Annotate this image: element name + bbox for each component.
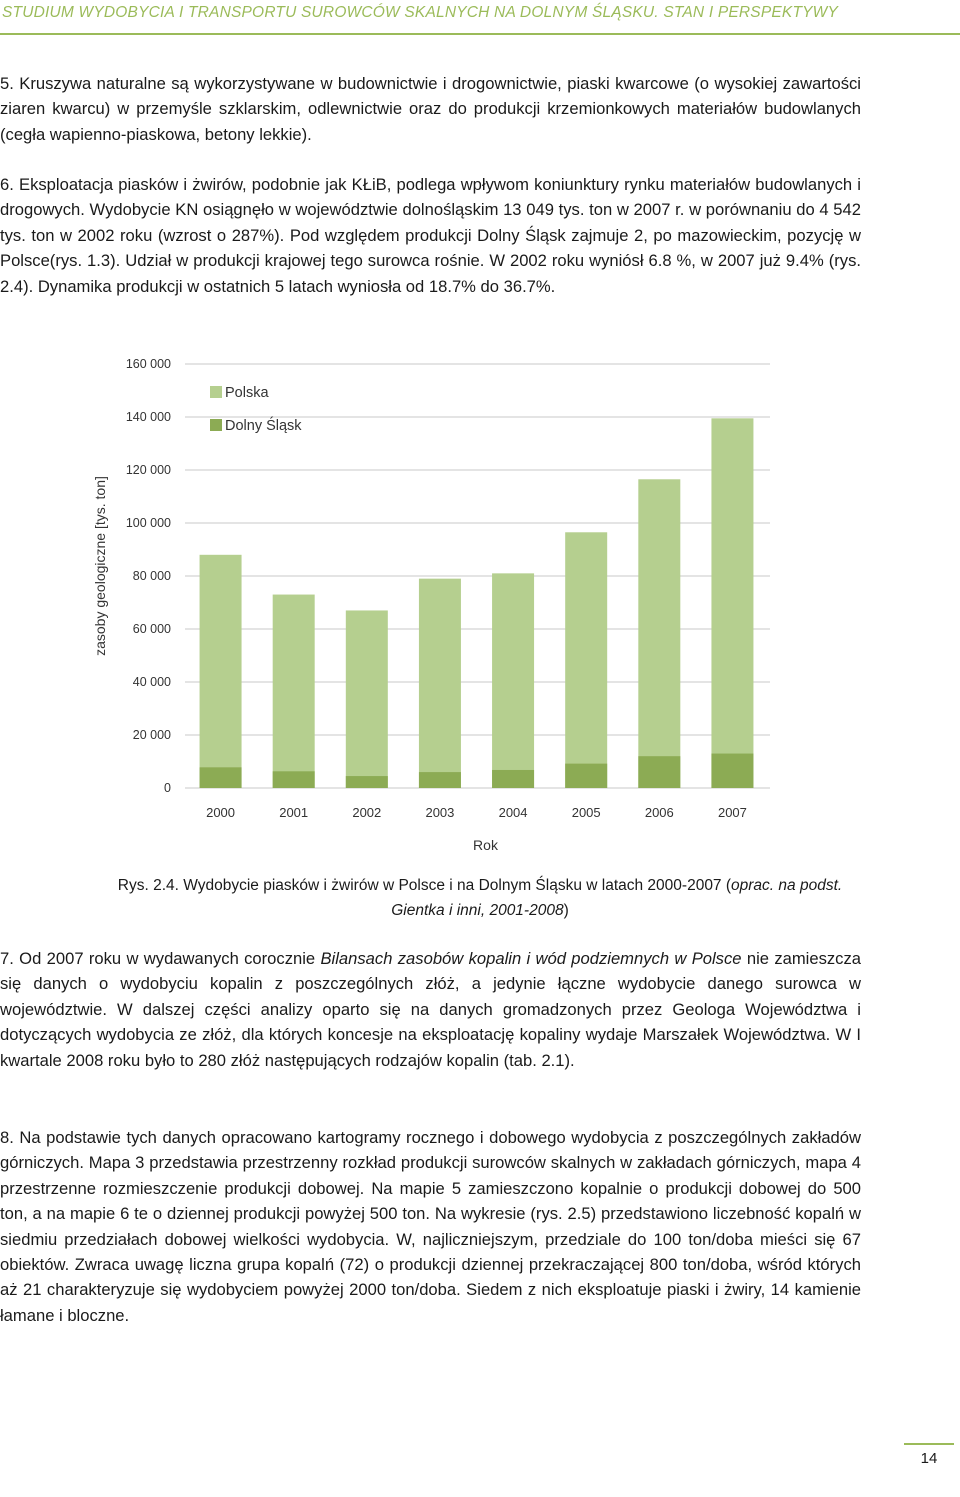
y-tick-label: 120 000 (125, 463, 171, 477)
legend-label: Dolny Śląsk (225, 418, 302, 434)
x-tick-label: 2001 (279, 805, 309, 820)
x-tick-label: 2002 (352, 805, 382, 820)
y-tick-label: 0 (164, 781, 171, 795)
bar-polska (711, 418, 753, 788)
page-number: 14 (920, 1450, 938, 1467)
x-tick-label: 2005 (571, 805, 601, 820)
bar-chart (90, 350, 780, 860)
header-divider (0, 33, 960, 35)
paragraph-8: 8. Na podstawie tych danych opracowano kartogramy rocznego i dobowego wydobycia z poszczególnych zakładów górniczych. Mapa 3 przedstawia przestrzenny rozkład produkcji surowców skalnych w zakładach górniczych, mapa 4 przestrzenne rozmieszczenie produkcji dobowej. Na mapie 5 zamieszczono kopalnie o produkcji dobowej do 500 ton, a na mapie 6 te o dziennej produkcji powyżej 500 ton. Na wykresie (rys. 2.5) przedstawiono liczebność kopalń w siedmiu przedziałach dobowej wielkości wydobycia. W, najliczniejszym, przedziale do 100 ton/doba mieści się 67 obiektów. Zwraca uwagę liczna grupa kopalń (72) o produkcji dziennej przekraczającej 800 ton/doba, wśród których aż 21 charakteryzuje się wydobyciem powyżej 2000 ton/doba. Siedem z nich eksploatuje piaski i żwiry, 14 kamienie łamane i bloczne. (0, 1128, 861, 1325)
y-tick-label: 60 000 (132, 622, 171, 636)
caption-line-1 (0, 873, 960, 898)
bar-dolny-slask (565, 764, 607, 788)
paragraph-7 (0, 946, 861, 1073)
y-tick-label: 100 000 (125, 516, 171, 530)
chart-container (90, 350, 780, 860)
x-tick-label: 2007 (717, 805, 747, 820)
page-header (0, 0, 960, 30)
bar-dolny-slask (200, 767, 242, 788)
legend-swatch (210, 386, 222, 398)
legend-label: Polska (225, 385, 269, 401)
caption-source-2: Gientka i inni, 2001-2008 (391, 902, 564, 919)
bar-dolny-slask (638, 756, 680, 788)
y-tick-label: 140 000 (125, 410, 171, 424)
caption-text-2: ) (563, 902, 569, 919)
bar-polska (346, 610, 388, 788)
bar-polska (492, 573, 534, 788)
y-tick-label: 80 000 (132, 569, 171, 583)
p7-text-end: nie zamieszcza się danych o wydobyciu kopalin z poszczególnych złóż, a jedynie łączne wydobycie danego surowca w województwie. W dalszej części analizy oparto się na danych gromadzonych przez Geologa Województwa i dotyczących wydobycia ze złóż, dla których koncesje na eksploatację kopaliny wydaje Marszałek Województwa. W I kwartale 2008 roku było to 280 złóż następujących rodzajów kopalin (tab. 2.1). (0, 949, 861, 1070)
figure-caption (0, 873, 960, 923)
bar-dolny-slask (492, 770, 534, 788)
x-tick-label: 2000 (206, 805, 236, 820)
bar-polska (638, 479, 680, 788)
caption-line-2 (0, 898, 960, 923)
bar-polska (273, 595, 315, 788)
bar-dolny-slask (711, 754, 753, 788)
legend-swatch (210, 419, 222, 431)
bar-dolny-slask (419, 772, 461, 788)
x-tick-label: 2004 (498, 805, 528, 820)
paragraph-5: 5. Kruszywa naturalne są wykorzystywane w budownictwie i drogownictwie, piaski kwarcowe (o wysokiej zawartości ziaren kwarcu) w przemyśle szklarskim, odlewnictwie oraz do produkcji krzemionkowych materiałów budowlanych (cegła wapienno-piaskowa, betony lekkie). (0, 74, 861, 144)
y-axis-label: zasoby geologiczne [tys. ton] (92, 476, 108, 656)
x-axis-label: Rok (473, 837, 498, 853)
paragraph-6: 6. Eksploatacja piasków i żwirów, podobnie jak KŁiB, podlega wpływom koniunktury rynku materiałów budowlanych i drogowych. Wydobycie KN osiągnęło w województwie dolnośląskim 13 049 tys. ton w 2007 r. w porównaniu do 4 542 tys. ton w 2002 roku (wzrost o 287%). Pod względem produkcji Dolny Śląsk zajmuje 2, po mazowieckim, pozycję w Polsce(rys. 1.3). Udział w produkcji krajowej tego surowca rośnie. W 2002 roku wyniósł 6.8 %, w 2007 już 9.4% (rys. 2.4). Dynamika produkcji w ostatnich 5 latach wyniosła od 18.7% do 36.7%. (0, 175, 861, 296)
caption-text-1: Rys. 2.4. Wydobycie piasków i żwirów w Polsce i na Dolnym Śląsku w latach 2000-2007 ( (117, 877, 732, 894)
bar-dolny-slask (273, 771, 315, 788)
x-tick-label: 2003 (425, 805, 455, 820)
footer-divider (904, 1443, 954, 1445)
x-tick-label: 2006 (644, 805, 674, 820)
bar-dolny-slask (346, 776, 388, 788)
bar-polska (565, 532, 607, 788)
bar-polska (419, 579, 461, 788)
p7-text-start: 7. Od 2007 roku w wydawanych corocznie (0, 949, 321, 968)
caption-source-1: oprac. na podst. (731, 877, 843, 894)
p7-text-italic: Bilansach zasobów kopalin i wód podziemnych w Polsce (320, 949, 742, 968)
header-title: STUDIUM WYDOBYCIA I TRANSPORTU SUROWCÓW SKALNYCH NA DOLNYM ŚLĄSKU. STAN I PERSPEKTYWY (2, 4, 839, 21)
y-tick-label: 160 000 (125, 357, 171, 371)
y-tick-label: 40 000 (132, 675, 171, 689)
bar-polska (200, 555, 242, 788)
y-tick-label: 20 000 (132, 728, 171, 742)
